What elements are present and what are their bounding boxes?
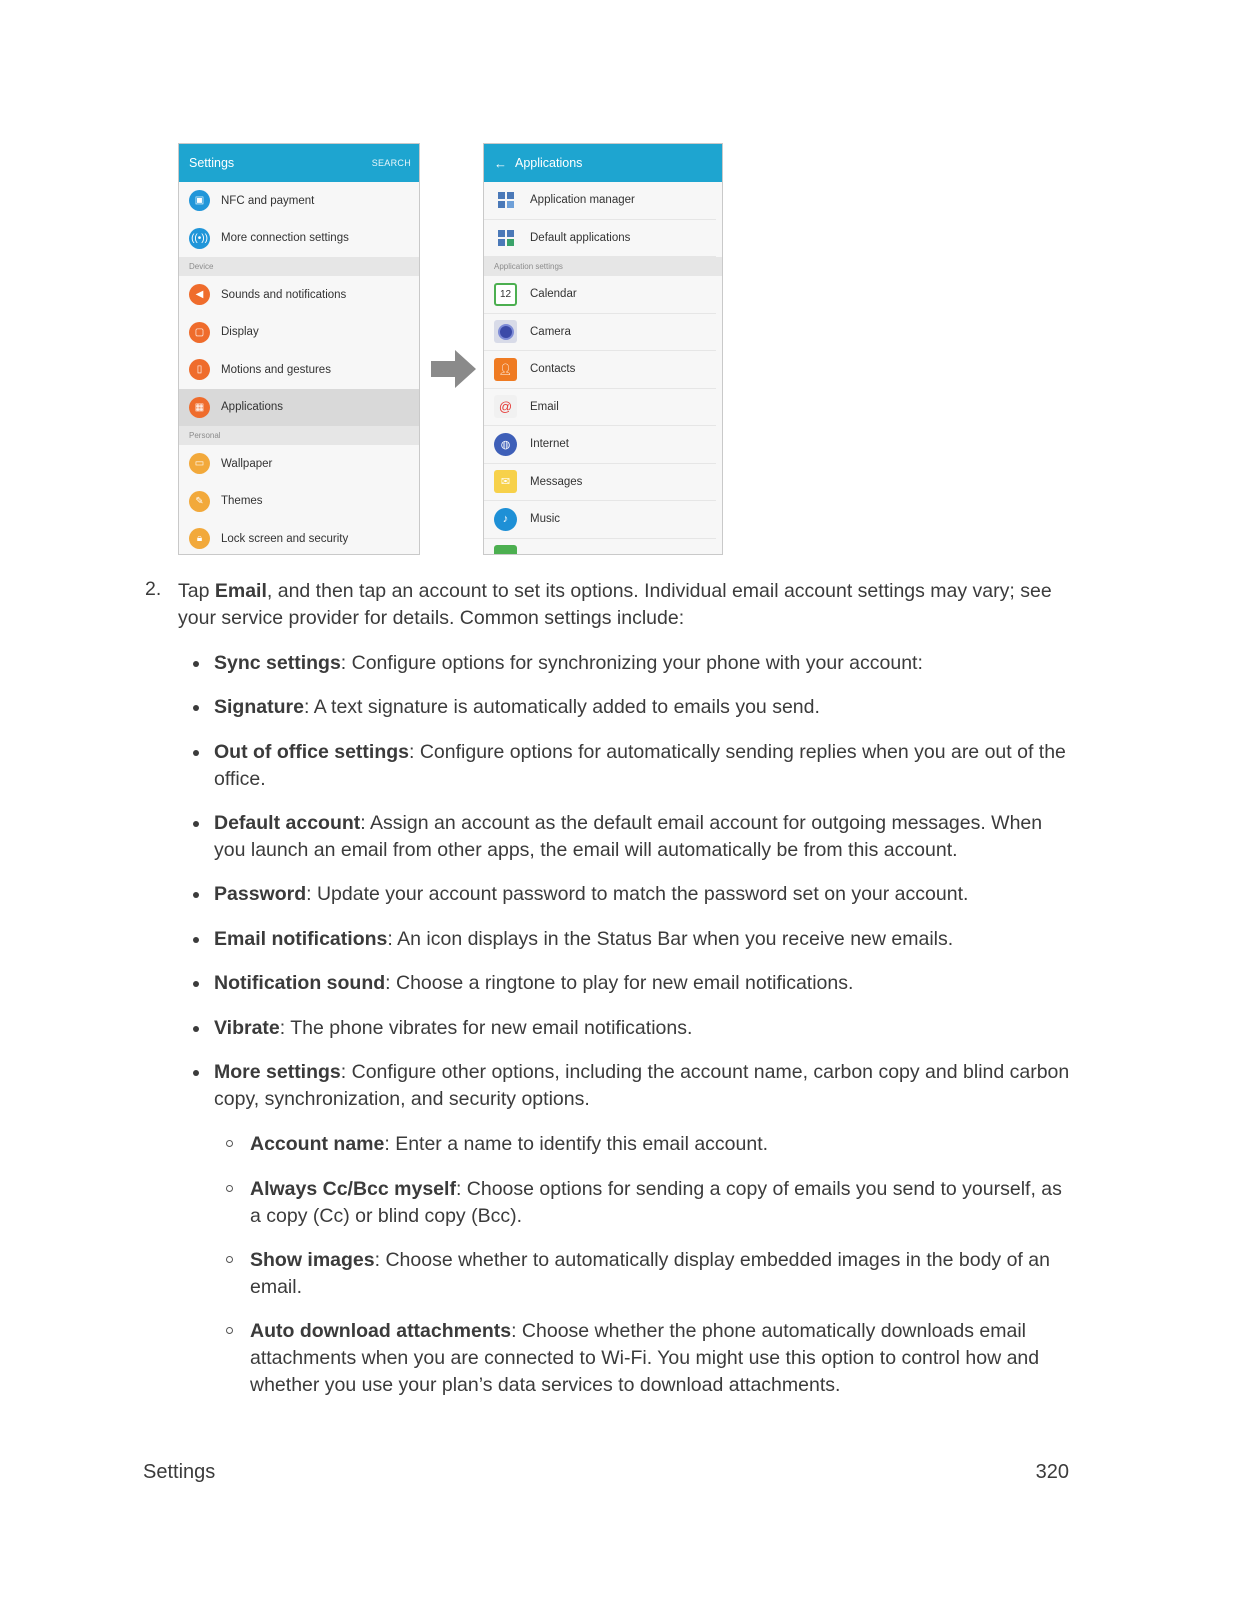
camera-icon <box>494 320 517 343</box>
app-item-label: Contacts <box>530 363 576 376</box>
sub-bullet-term: Always Cc/Bcc myself <box>250 1178 456 1200</box>
right-arrow-icon <box>431 350 476 388</box>
app-manager-icon <box>494 189 517 212</box>
settings-item-wallpaper[interactable] <box>179 445 419 483</box>
bullet-desc: : Choose a ringtone to play for new email notifications. <box>385 972 854 994</box>
bullet-term: Default account <box>214 812 361 834</box>
apps-icon: ▦ <box>189 397 210 418</box>
app-item-default-applications[interactable] <box>484 220 716 258</box>
music-icon: ♪ <box>494 508 517 531</box>
app-item-label: Music <box>530 513 561 526</box>
bullet-term: Vibrate <box>214 1017 280 1039</box>
bullet-desc: : Update your account password to match the password set on your account. <box>306 883 969 905</box>
bullet-term: Out of office settings <box>214 741 409 763</box>
sub-bullet-ring <box>226 1140 233 1147</box>
search-button[interactable]: SEARCH <box>371 158 411 168</box>
app-icon <box>494 545 517 555</box>
settings-item-display[interactable] <box>179 314 419 352</box>
bullet-dot <box>193 821 199 827</box>
bullet-desc: : Assign an account as the default email account for outgoing messages. When you launch an email from other apps, the email will automatically be from this account. <box>214 812 1043 861</box>
sub-bullet-ring <box>226 1256 233 1263</box>
section-header-device: Device <box>179 257 419 276</box>
settings-item-more-connection[interactable] <box>179 220 419 258</box>
settings-item-motions[interactable] <box>179 351 419 389</box>
bullet-dot <box>193 705 199 711</box>
back-arrow-icon[interactable]: ← <box>494 155 507 171</box>
bullet-term: More settings <box>214 1061 341 1083</box>
app-item-label: Calendar <box>530 288 577 301</box>
settings-item-applications[interactable] <box>179 389 419 427</box>
settings-item-lock-screen[interactable] <box>179 520 419 555</box>
section-header-application-settings: Application settings <box>484 257 722 276</box>
email-icon: @ <box>494 395 517 418</box>
settings-item-label: NFC and payment <box>221 194 315 207</box>
step-number: 2. <box>145 578 162 600</box>
bullet-dot <box>193 1070 199 1076</box>
applications-app-bar <box>484 144 722 182</box>
bullet-term: Signature <box>214 696 304 718</box>
wallpaper-icon: ▭ <box>189 453 210 474</box>
bullet-desc: : Configure options for synchronizing your phone with your account: <box>340 652 923 674</box>
section-header-personal: Personal <box>179 426 419 445</box>
app-item-label: Messages <box>530 475 583 488</box>
bullet-term: Email notifications <box>214 928 388 950</box>
app-item-email[interactable] <box>484 389 716 427</box>
step-email-term: Email <box>214 580 267 602</box>
settings-item-label: Themes <box>221 495 263 508</box>
bullet-default-account <box>214 810 1074 864</box>
app-item-label: Application manager <box>530 194 635 207</box>
connection-icon: ((•)) <box>189 228 210 249</box>
app-item-label: Camera <box>530 325 571 338</box>
sub-bullet-term: Account name <box>250 1133 385 1155</box>
app-item-camera[interactable] <box>484 314 716 352</box>
sub-bullet-account-name <box>250 1131 1075 1158</box>
footer-section-name: Settings <box>143 1461 216 1483</box>
bullet-dot <box>193 1026 199 1032</box>
contacts-icon: 👤︎ <box>494 358 517 381</box>
settings-item-nfc[interactable] <box>179 182 419 220</box>
lock-icon: 🔒︎ <box>189 528 210 549</box>
bullet-more-settings <box>214 1059 1074 1113</box>
app-item-application-manager[interactable] <box>484 182 716 220</box>
sub-bullet-desc: : Choose whether the phone automatically downloads email attachments when you are connected to Wi-Fi. You might use this option to control how and whether you use your plan’s data services to download attachments. <box>250 1320 1040 1396</box>
app-item-calendar[interactable] <box>484 276 716 314</box>
bullet-email-notifications <box>214 926 1074 953</box>
settings-item-label: Motions and gestures <box>221 363 331 376</box>
app-item-partial <box>484 539 716 556</box>
app-item-messages[interactable] <box>484 464 716 502</box>
app-item-label: Internet <box>530 438 569 451</box>
bullet-dot <box>193 937 199 943</box>
app-item-music[interactable] <box>484 501 716 539</box>
bullet-vibrate <box>214 1015 1074 1042</box>
bullet-desc: : A text signature is automatically added to emails you send. <box>303 696 820 718</box>
app-item-internet[interactable] <box>484 426 716 464</box>
bullet-out-of-office <box>214 739 1074 793</box>
display-icon: ▢ <box>189 322 210 343</box>
themes-icon: ✎ <box>189 491 210 512</box>
settings-app-bar <box>179 144 419 182</box>
applications-title: Applications <box>515 156 583 170</box>
sub-bullet-desc: : Enter a name to identify this email account. <box>384 1133 769 1155</box>
settings-item-label: More connection settings <box>221 232 349 245</box>
step-paragraph <box>178 578 1078 632</box>
app-item-label: Email <box>530 400 559 413</box>
bullet-signature <box>214 694 1074 721</box>
settings-item-label: Lock screen and security <box>221 532 349 545</box>
settings-item-label: Sounds and notifications <box>221 288 347 301</box>
footer-page-number: 320 <box>1035 1461 1069 1483</box>
globe-icon: ◍ <box>494 433 517 456</box>
bullet-password <box>214 881 1074 908</box>
sub-bullet-always-cc <box>250 1176 1075 1230</box>
settings-item-label: Wallpaper <box>221 457 273 470</box>
app-item-label: Default applications <box>530 231 631 244</box>
messages-icon: ✉ <box>494 470 517 493</box>
applications-screenshot <box>483 143 723 555</box>
sub-bullet-ring <box>226 1185 233 1192</box>
settings-title: Settings <box>189 156 235 170</box>
bullet-dot <box>193 981 199 987</box>
sub-bullet-term: Auto download attachments <box>250 1320 512 1342</box>
settings-screenshot <box>178 143 420 555</box>
bullet-dot <box>193 892 199 898</box>
bullet-term: Password <box>214 883 307 905</box>
settings-item-themes[interactable] <box>179 483 419 521</box>
step-rest: , and then tap an account to set its options. Individual email account settings may vary; see your service provider for details. Common settings include: <box>178 580 1052 629</box>
bullet-sync-settings <box>214 650 1074 677</box>
bullet-term: Notification sound <box>214 972 386 994</box>
volume-icon: ◀ <box>189 284 210 305</box>
settings-item-label: Applications <box>221 401 284 414</box>
settings-item-label: Display <box>221 326 259 339</box>
sub-bullet-term: Show images <box>250 1249 375 1271</box>
bullet-dot <box>193 661 199 667</box>
settings-item-sounds[interactable] <box>179 276 419 314</box>
nfc-icon: ▣ <box>189 190 210 211</box>
sub-bullet-show-images <box>250 1247 1075 1301</box>
sub-bullet-desc: : Choose options for sending a copy of emails you send to yourself, as a copy (Cc) or blind copy (Bcc). <box>250 1178 1062 1227</box>
calendar-icon: 12 <box>494 283 517 306</box>
bullet-term: Sync settings <box>214 652 341 674</box>
sub-bullet-desc: : Choose whether to automatically display embedded images in the body of an email. <box>250 1249 1050 1298</box>
step-prefix: Tap <box>178 580 215 602</box>
bullet-desc: : An icon displays in the Status Bar when you receive new emails. <box>387 928 954 950</box>
app-item-contacts[interactable] <box>484 351 716 389</box>
bullet-desc: : Configure options for automatically sending replies when you are out of the office. <box>214 741 1066 790</box>
bullet-desc: : Configure other options, including the account name, carbon copy and blind carbon copy, synchronization, and security options. <box>214 1061 1070 1110</box>
sub-bullet-auto-download <box>250 1318 1075 1399</box>
bullet-notification-sound <box>214 970 1074 997</box>
default-apps-icon <box>494 226 517 249</box>
bullet-dot <box>193 750 199 756</box>
sub-bullet-ring <box>226 1327 233 1334</box>
motion-icon: ▯ <box>189 359 210 380</box>
bullet-desc: : The phone vibrates for new email notifications. <box>279 1017 693 1039</box>
